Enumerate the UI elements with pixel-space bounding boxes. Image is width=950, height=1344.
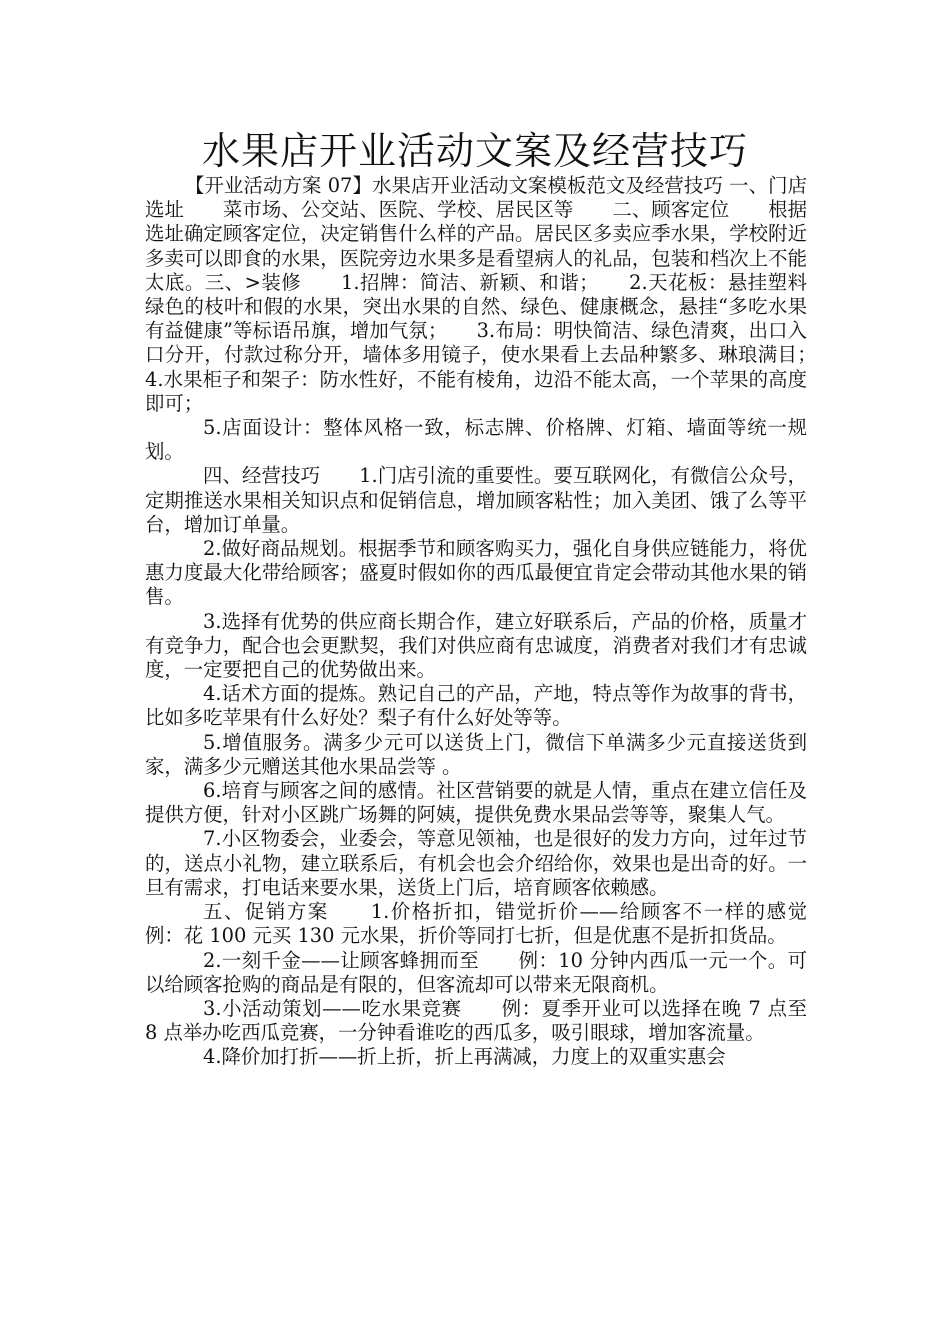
paragraph-supplier: 3.选择有优势的供应商长期合作，建立好联系后，产品的价格，质量才有竞争力，配合也会更默契，我们对供应商有忠诚度，消费者对我们才有忠诚度，一定要把自己的优势做出来。 bbox=[145, 609, 807, 682]
document-body bbox=[145, 174, 846, 1070]
paragraph-product-planning: 2.做好商品规划。根据季节和顾客购买力，强化自身供应链能力，将优惠力度最大化带给顾客；盛夏时假如你的西瓜最便宜肯定会带动其他水果的销售。 bbox=[145, 537, 807, 609]
paragraph-discount-stack: 4.降价加打折——折上折，折上再满减，力度上的双重实惠会 bbox=[203, 1045, 726, 1069]
paragraph-community-leaders: 7.小区物委会，业委会，等意见领袖，也是很好的发力方向，过年过节的，送点小礼物，建立联系后，有机会也会介绍给你，效果也是出奇的好。一旦有需求，打电话来要水果，送货上门后，培育顾客依赖感。 bbox=[145, 827, 807, 899]
paragraph-store-design: 5.店面设计：整体风格一致，标志牌、价格牌、灯箱、墙面等统一规划。 bbox=[145, 416, 807, 464]
paragraph-customer-relations: 6.培育与顾客之间的感情。社区营销要的就是人情，重点在建立信任及提供方便，针对小区跳广场舞的阿姨，提供免费水果品尝等等，聚集人气。 bbox=[145, 779, 807, 827]
paragraph-value-added: 5.增值服务。满多少元可以送货上门，微信下单满多少元直接送货到家，满多少元赠送其他水果品尝等 。 bbox=[145, 730, 807, 778]
paragraph-operation-tips: 四、经营技巧 1.门店引流的重要性。要互联网化，有微信公众号，定期推送水果相关知识点和促销信息，增加顾客粘性；加入美团、饿了么等平台，增加订单量。 bbox=[145, 464, 807, 536]
paragraph-promotion-plan: 五、促销方案 1.价格折扣，错觉折价——给顾客不一样的感觉 例：花 100 元买 130 元水果，折价等同打七折，但是优惠不是折扣货品。 bbox=[145, 900, 846, 948]
paragraph-flash-sale: 2.一刻千金——让顾客蜂拥而至 例：10 分钟内西瓜一元一个。可以给顾客抢购的商品是有限的，但客流却可以带来无限商机。 bbox=[145, 948, 807, 996]
paragraph-intro: 【开业活动方案 07】水果店开业活动文案模板范文及经营技巧 一、门店选址 菜市场、公交站、医院、学校、居民区等 二、顾客定位 根据选址确定顾客定位，决定销售什么样的产品。居民区多卖应季水果，学校附近多卖可以即食的水果，医院旁边水果多是看望病人的礼品，包装和档次上不能太底。三、>装修 1.招牌：简洁、新颖、和谐； 2.天花板：悬挂塑料绿色的枝叶和假的水果，突出水果的自然、绿色、健康概念，悬挂“多吃水果有益健康”等标语吊旗，增加气氛； 3.布局：明快简洁、绿色清爽，出口入口分开，付款过称分开，墙体多用镜子，使水果看上去品种繁多、琳琅满目； 4.水果柜子和架子：防水性好，不能有棱角，边沿不能太高，一个苹果的高度即可； bbox=[145, 174, 846, 415]
paragraph-eating-contest: 3.小活动策划——吃水果竞赛 例：夏季开业可以选择在晚 7 点至 8 点举办吃西瓜竞赛，一分钟看谁吃的西瓜多，吸引眼球，增加客流量。 bbox=[145, 996, 807, 1045]
document-title: 水果店开业活动文案及经营技巧 bbox=[201, 129, 748, 173]
paragraph-sales-talk: 4.话术方面的提炼。熟记自己的产品，产地，特点等作为故事的背书，比如多吃苹果有什么好处？梨子有什么好处等等。 bbox=[145, 682, 807, 730]
